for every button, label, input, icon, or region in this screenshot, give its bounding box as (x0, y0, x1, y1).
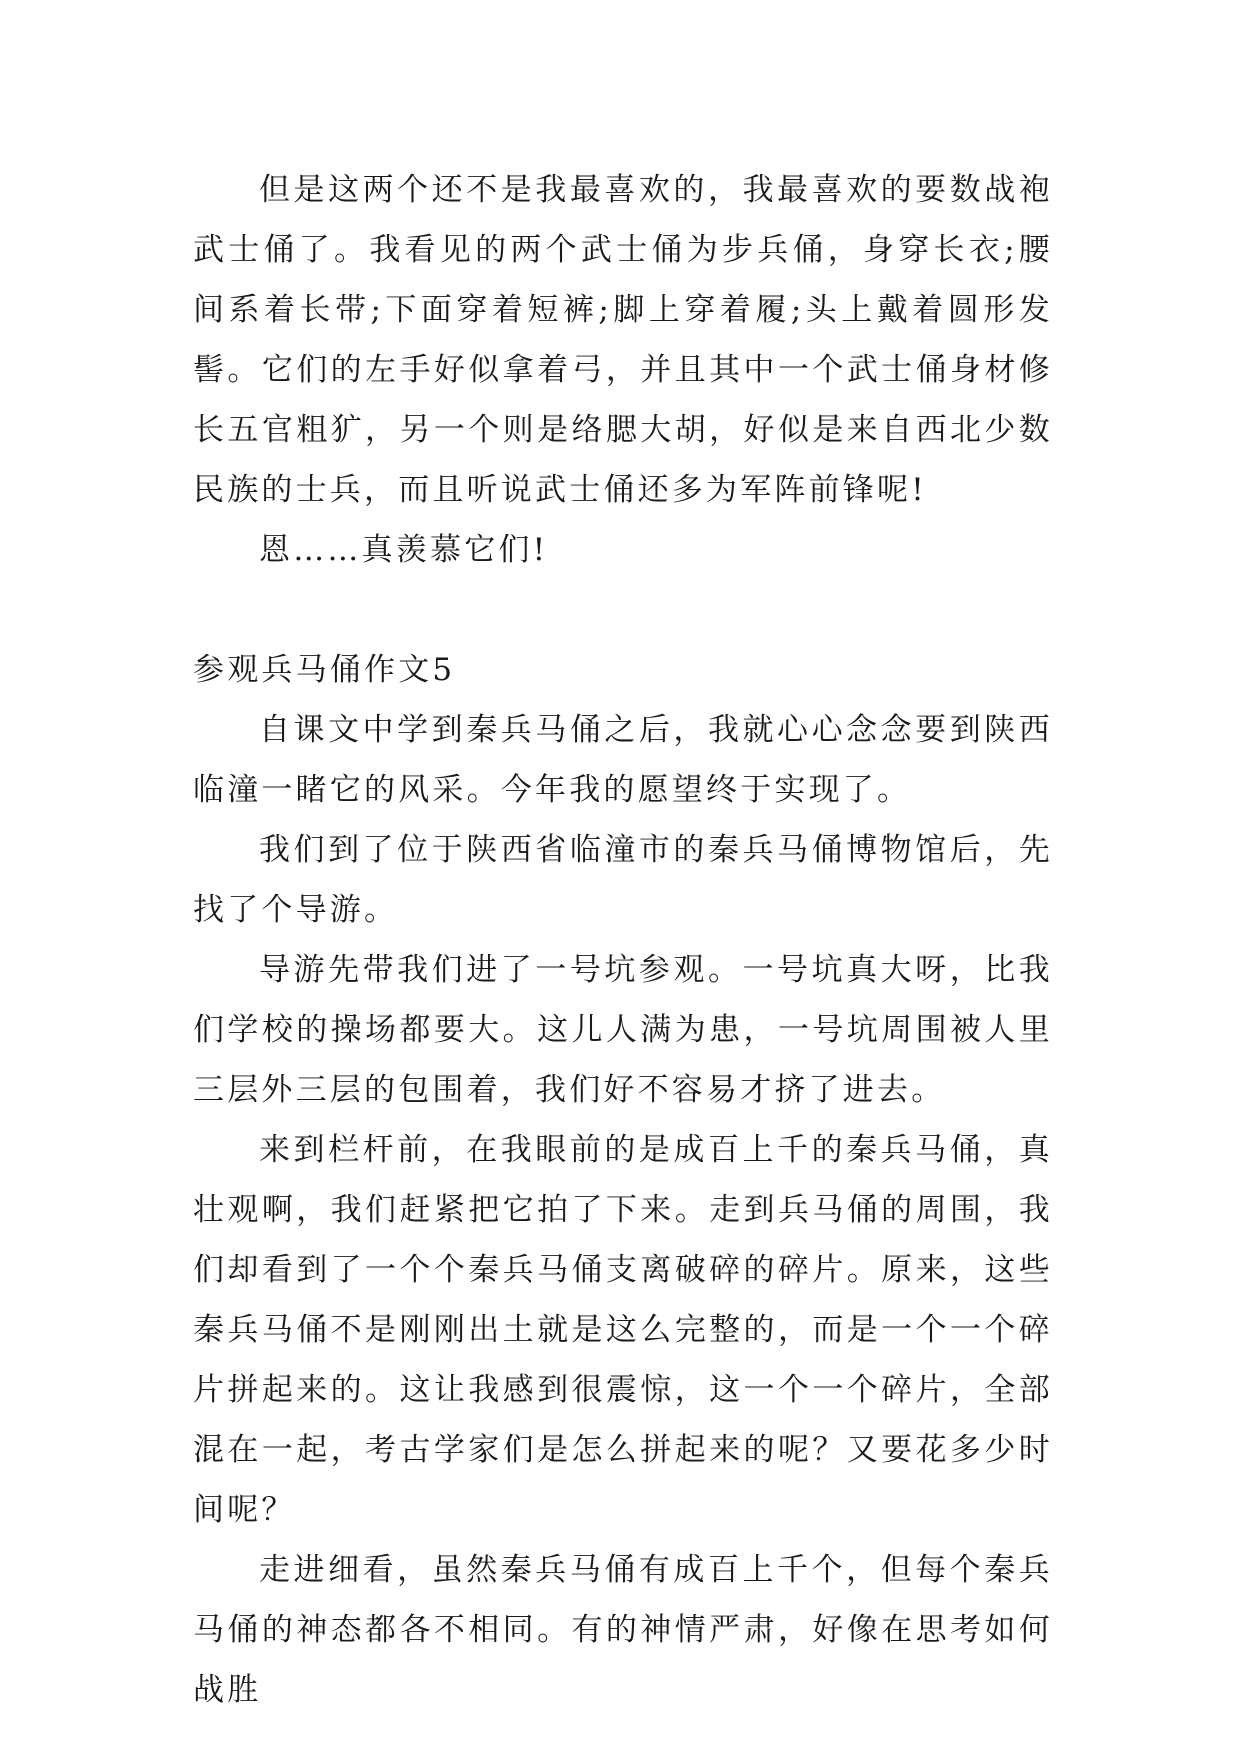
paragraph-expressions: 走进细看，虽然秦兵马俑有成百上千个，但每个秦兵马俑的神态都各不相同。有的神情严肃，好像在思考如何战胜 (193, 1552, 1053, 1708)
document-body (193, 160, 1053, 1720)
section-title: 参观兵马俑作文5 (193, 652, 456, 688)
paragraph-museum-arrival: 我们到了位于陕西省临潼市的秦兵马俑博物馆后，先找了个导游。 (193, 832, 1053, 928)
paragraph-envy: 恩……真羡慕它们! (259, 532, 549, 568)
paragraph-wish: 自课文中学到秦兵马俑之后，我就心心念念要到陕西临潼一睹它的风采。今年我的愿望终于实现了。 (193, 712, 1053, 808)
paragraph-pit-one: 导游先带我们进了一号坑参观。一号坑真大呀，比我们学校的操场都要大。这儿人满为患，一号坑周围被人里三层外三层的包围着，我们好不容易才挤了进去。 (193, 952, 1053, 1108)
paragraph-fragments: 来到栏杆前，在我眼前的是成百上千的秦兵马俑，真壮观啊，我们赶紧把它拍了下来。走到兵马俑的周围，我们却看到了一个个秦兵马俑支离破碎的碎片。原来，这些秦兵马俑不是刚刚出土就是这么完整的，而是一个一个碎片拼起来的。这让我感到很震惊，这一个一个碎片，全部混在一起，考古学家们是怎么拼起来的呢？又要花多少时间呢？ (193, 1132, 1053, 1528)
section-gap (193, 580, 1053, 640)
paragraph-warrior-figures: 但是这两个还不是我最喜欢的，我最喜欢的要数战袍武士俑了。我看见的两个武士俑为步兵俑，身穿长衣;腰间系着长带;下面穿着短裤;脚上穿着履;头上戴着圆形发髻。它们的左手好似拿着弓，并且其中一个武士俑身材修长五官粗犷，另一个则是络腮大胡，好似是来自西北少数民族的士兵，而且听说武士俑还多为军阵前锋呢! (193, 172, 1053, 508)
